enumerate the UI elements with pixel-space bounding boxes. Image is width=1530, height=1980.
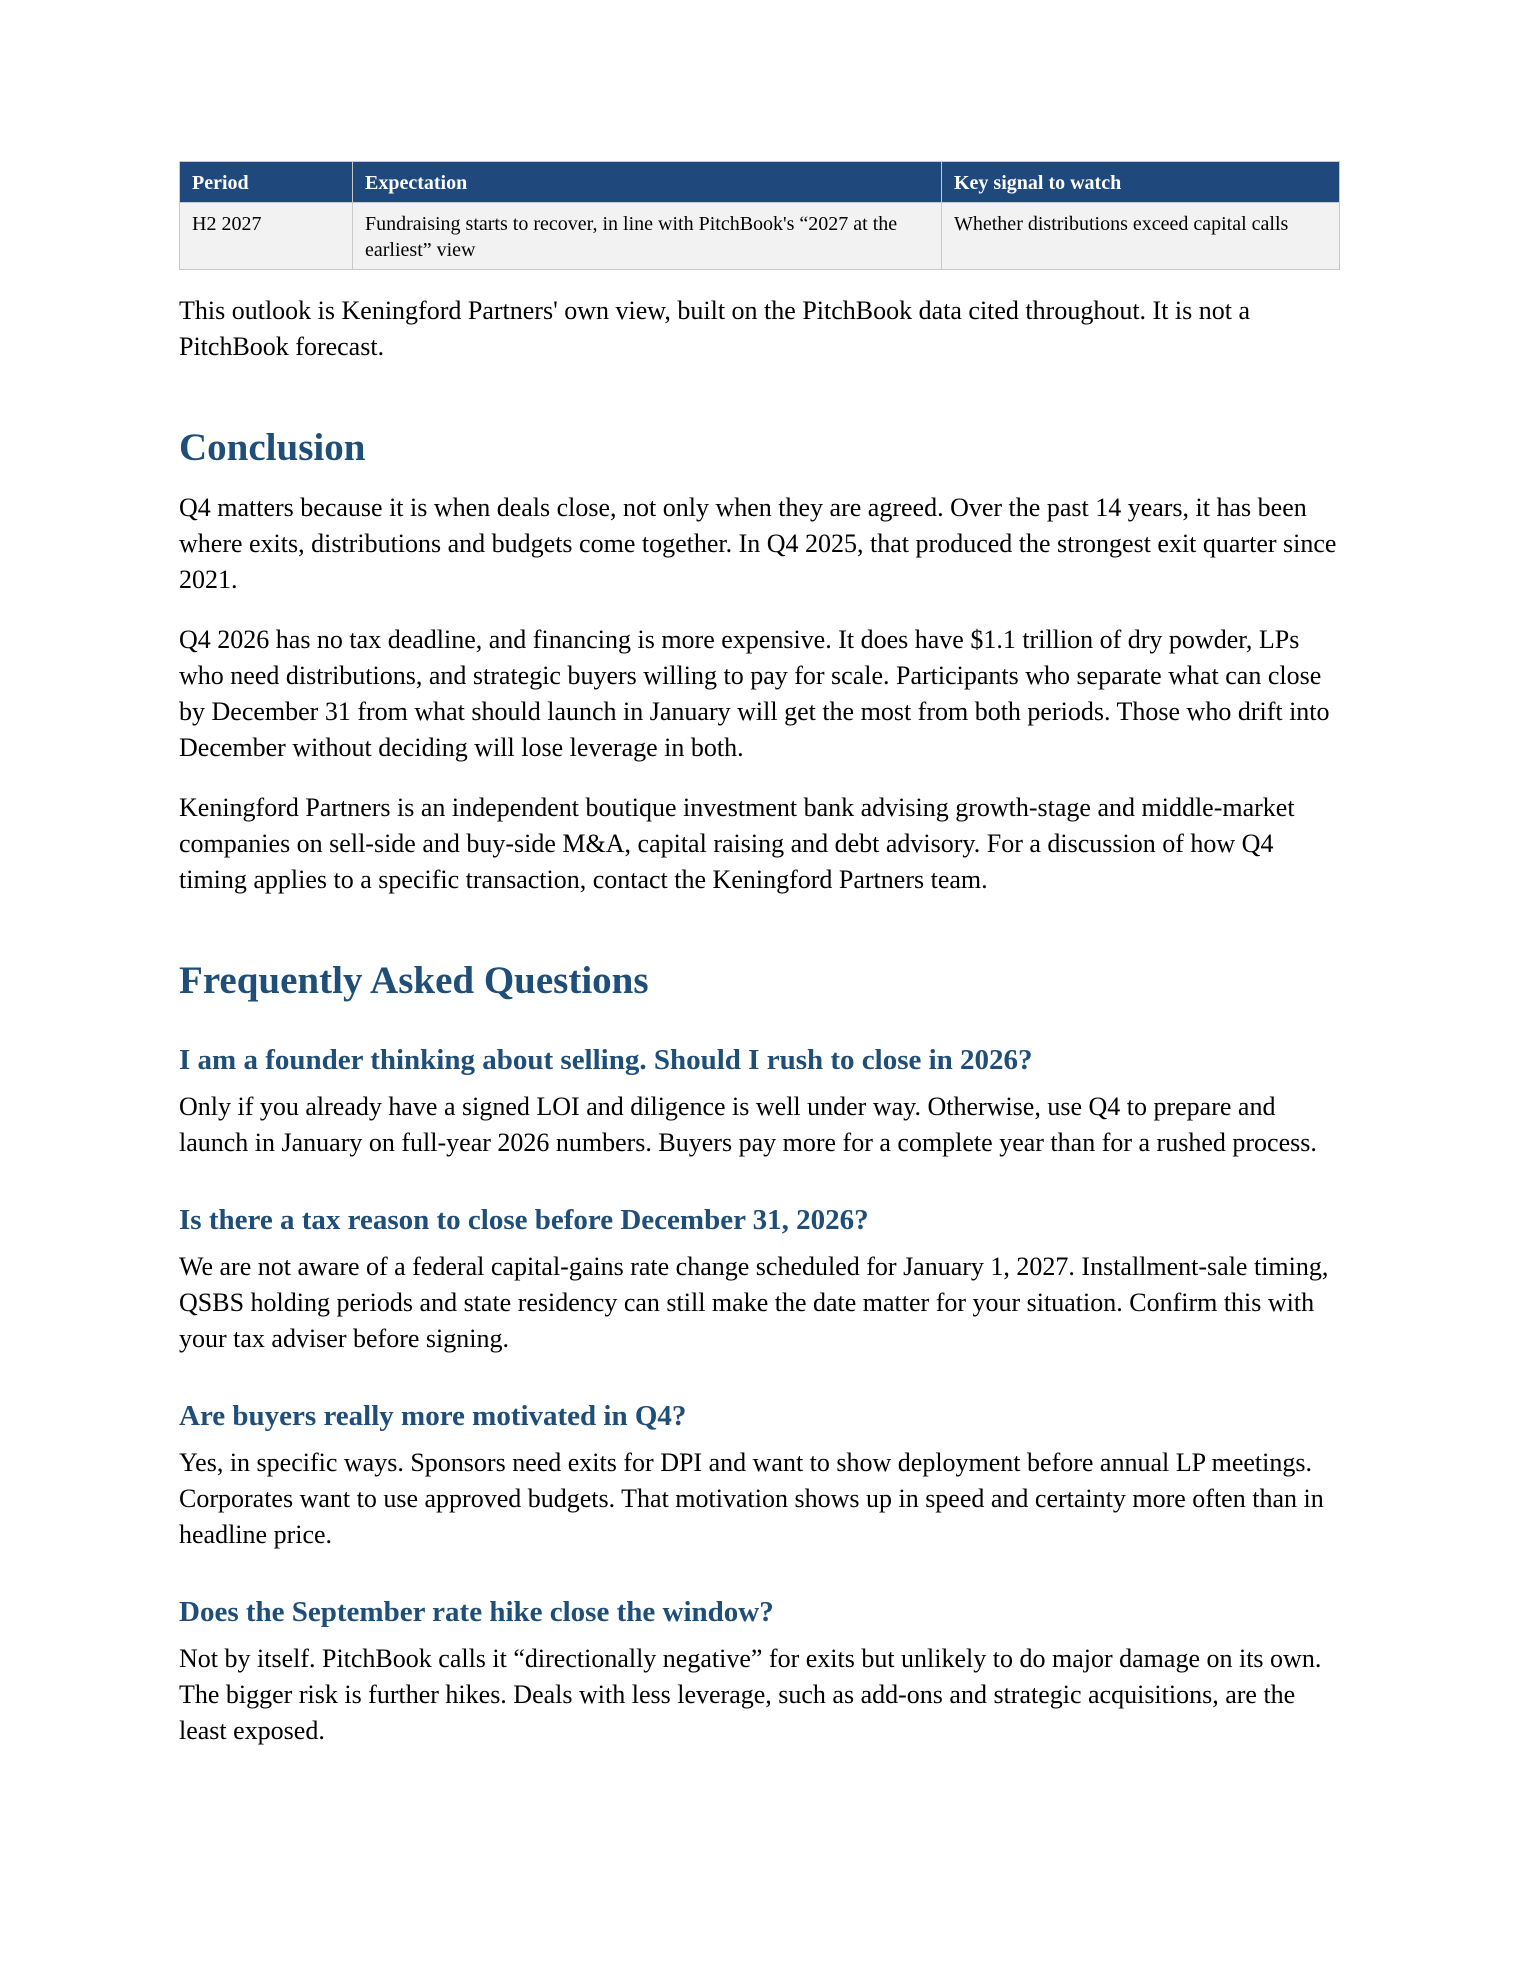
faq-heading: Frequently Asked Questions — [179, 959, 649, 1002]
outlook-table — [179, 161, 1340, 270]
conclusion-heading: Conclusion — [179, 426, 366, 469]
column-header-key-signal: Key signal to watch — [942, 162, 1340, 203]
faq-answer-4: Not by itself. PitchBook calls it “directionally negative” for exits but unlikely to do major damage on its own. The bigger risk is further hikes. Deals with less leverage, such as add-ons and strategic acquisitions, are the least exposed. — [179, 1644, 1322, 1745]
document-page — [179, 161, 1339, 1749]
faq-answer-2: We are not aware of a federal capital-gains rate change scheduled for January 1, 2027. Installment-sale timing, QSBS holding periods and state residency can still make the date matter for your situation. Confirm this with your tax adviser before signing. — [179, 1252, 1329, 1353]
conclusion-paragraph-3: Keningford Partners is an independent boutique investment bank advising growth-stage and middle-market companies on sell-side and buy-side M&A, capital raising and debt advisory. For a discussion of how Q4 timing applies to a specific transaction, contact the Keningford Partners team. — [179, 793, 1295, 894]
faq-answer-3: Yes, in specific ways. Sponsors need exits for DPI and want to show deployment before annual LP meetings. Corporates want to use approved budgets. That motivation shows up in speed and certainty more often than in headline price. — [179, 1448, 1324, 1549]
faq-question-4: Does the September rate hike close the window? — [179, 1596, 774, 1628]
cell-period: H2 2027 — [180, 203, 353, 270]
cell-expectation: Fundraising starts to recover, in line with PitchBook's “2027 at the earliest” view — [353, 203, 942, 270]
conclusion-paragraph-1: Q4 matters because it is when deals close, not only when they are agreed. Over the past 14 years, it has been where exits, distributions and budgets come together. In Q4 2025, that produced the strongest exit quarter since 2021. — [179, 493, 1337, 594]
column-header-period: Period — [180, 162, 353, 203]
faq-answer-1: Only if you already have a signed LOI and diligence is well under way. Otherwise, use Q4 to prepare and launch in January on full-year 2026 numbers. Buyers pay more for a complete year than for a rushed process. — [179, 1092, 1317, 1157]
faq-question-1: I am a founder thinking about selling. Should I rush to close in 2026? — [179, 1044, 1033, 1076]
faq-question-2: Is there a tax reason to close before December 31, 2026? — [179, 1204, 869, 1236]
conclusion-paragraph-2: Q4 2026 has no tax deadline, and financing is more expensive. It does have $1.1 trillion of dry powder, LPs who need distributions, and strategic buyers willing to pay for scale. Participants who separate what can close by December 31 from what should launch in January will get the most from both periods. Those who drift into December without deciding will lose leverage in both. — [179, 625, 1330, 762]
faq-question-3: Are buyers really more motivated in Q4? — [179, 1400, 687, 1432]
table-header-row — [180, 162, 1340, 203]
outlook-note: This outlook is Keningford Partners' own view, built on the PitchBook data cited throughout. It is not a PitchBook forecast. — [179, 296, 1251, 361]
table-row — [180, 203, 1340, 270]
cell-key-signal: Whether distributions exceed capital calls — [942, 203, 1340, 270]
column-header-expectation: Expectation — [353, 162, 942, 203]
